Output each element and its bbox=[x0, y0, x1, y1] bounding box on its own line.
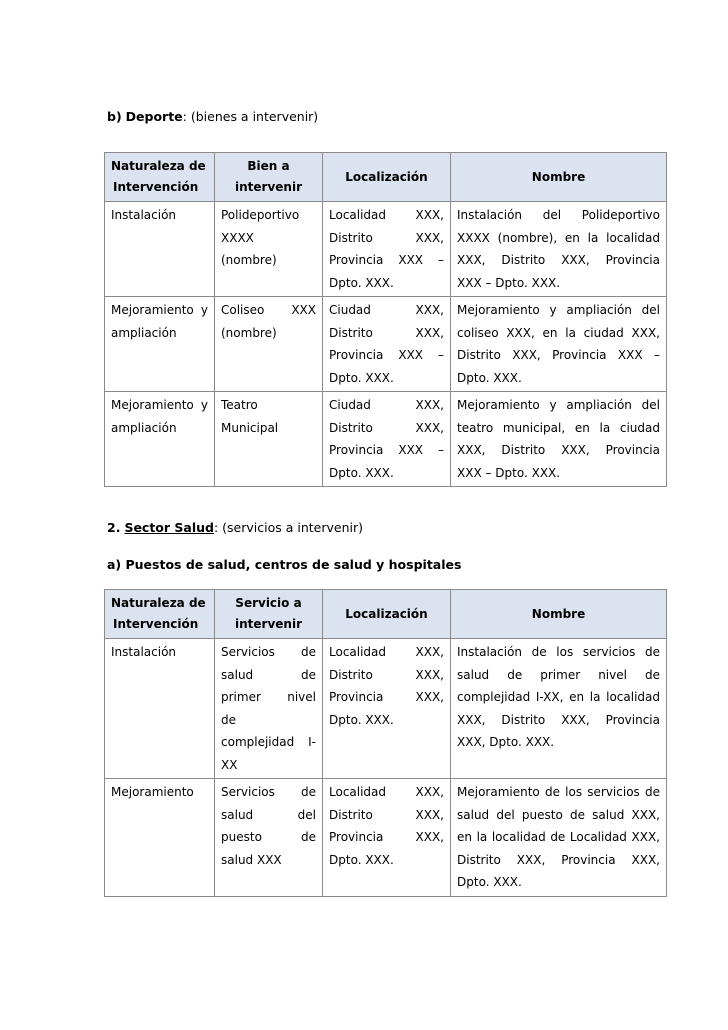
section-2-prefix: 2. bbox=[107, 520, 121, 535]
cell-asset bbox=[215, 202, 323, 297]
cell-line: ampliación bbox=[111, 325, 177, 340]
section-2-rest: : (servicios a intervenir) bbox=[213, 520, 363, 535]
cell-line: Provincia XXX, bbox=[329, 690, 444, 704]
cell-line: XXXX bbox=[221, 230, 254, 245]
cell-name bbox=[451, 297, 667, 392]
cell-line: Servicios de bbox=[221, 785, 316, 799]
cell-name bbox=[451, 639, 667, 779]
cell-line: Dpto. XXX. bbox=[329, 370, 394, 385]
cell-line: teatro municipal, en la ciudad bbox=[457, 420, 660, 435]
cell-line: Mejoramiento y bbox=[111, 303, 208, 317]
header-nature bbox=[105, 153, 215, 202]
cell-line: Distrito XXX, bbox=[329, 230, 444, 245]
cell-line: Dpto. XXX. bbox=[457, 875, 522, 889]
section-b-title: Deporte bbox=[125, 109, 183, 124]
cell-line: salud del puesto de salud XXX, bbox=[457, 807, 660, 822]
cell-line: Provincia XXX – bbox=[329, 253, 444, 267]
cell-line: Polideportivo bbox=[221, 208, 300, 222]
cell-line: Distrito XXX, bbox=[329, 420, 444, 435]
table-row bbox=[105, 392, 667, 487]
section-2-title: Sector Salud bbox=[124, 520, 214, 535]
cell-line: Instalación bbox=[111, 645, 177, 659]
cell-nature bbox=[105, 392, 215, 487]
header-line: Nombre bbox=[531, 606, 586, 621]
header-line: Naturaleza de bbox=[111, 159, 206, 173]
cell-line: XX bbox=[221, 757, 238, 772]
table-header-row bbox=[105, 590, 667, 639]
cell-line: Instalación del Polideportivo bbox=[457, 208, 660, 222]
header-line: Nombre bbox=[531, 169, 586, 184]
sports-assets-table bbox=[104, 152, 667, 487]
cell-line: salud de primer nivel de bbox=[457, 667, 660, 682]
cell-line: complejidad I- bbox=[221, 735, 316, 749]
header-line: Naturaleza de bbox=[111, 596, 206, 610]
cell-line: Provincia XXX – bbox=[329, 348, 444, 362]
header-line: Localización bbox=[345, 169, 428, 184]
cell-line: XXX – Dpto. XXX. bbox=[457, 465, 561, 480]
cell-line: ampliación bbox=[111, 420, 177, 435]
header-name bbox=[451, 590, 667, 639]
section-b-rest: : (bienes a intervenir) bbox=[182, 109, 319, 124]
header-asset bbox=[215, 590, 323, 639]
cell-line: (nombre) bbox=[221, 325, 277, 340]
cell-line: Localidad XXX, bbox=[329, 785, 444, 799]
cell-line: Mejoramiento y ampliación del bbox=[457, 303, 660, 317]
header-line: Servicio a bbox=[235, 596, 302, 610]
cell-asset bbox=[215, 779, 323, 897]
cell-line: Localidad XXX, bbox=[329, 208, 444, 222]
cell-asset bbox=[215, 297, 323, 392]
cell-line: Instalación bbox=[111, 208, 177, 222]
cell-line: Mejoramiento y bbox=[111, 398, 208, 412]
cell-line: XXXX (nombre), en la localidad bbox=[457, 230, 660, 245]
header-name bbox=[451, 153, 667, 202]
cell-name bbox=[451, 202, 667, 297]
cell-line: Provincia XXX, bbox=[329, 830, 444, 844]
table-row bbox=[105, 779, 667, 897]
cell-nature bbox=[105, 202, 215, 297]
cell-line: Distrito XXX, bbox=[329, 807, 444, 822]
cell-asset bbox=[215, 392, 323, 487]
table-row bbox=[105, 297, 667, 392]
cell-line: primer nivel bbox=[221, 690, 316, 704]
cell-name bbox=[451, 779, 667, 897]
header-location bbox=[323, 590, 451, 639]
cell-line: Distrito XXX, bbox=[329, 667, 444, 682]
cell-line: en la localidad de Localidad XXX, bbox=[457, 830, 660, 844]
cell-line: Dpto. XXX. bbox=[329, 465, 394, 480]
header-line: Intervención bbox=[113, 180, 199, 194]
cell-line: Dpto. XXX. bbox=[329, 712, 394, 727]
header-location bbox=[323, 153, 451, 202]
cell-line: Distrito XXX, Provincia XXX – bbox=[457, 348, 660, 362]
cell-line: Dpto. XXX. bbox=[329, 852, 394, 867]
cell-line: complejidad I-XX, en la localidad bbox=[457, 690, 660, 704]
cell-line: XXX, Dpto. XXX. bbox=[457, 735, 555, 749]
cell-nature bbox=[105, 779, 215, 897]
cell-line: Mejoramiento de los servicios de bbox=[457, 785, 660, 799]
header-line: Bien a bbox=[247, 159, 290, 173]
cell-location bbox=[323, 779, 451, 897]
header-nature bbox=[105, 590, 215, 639]
cell-line: Dpto. XXX. bbox=[457, 370, 522, 385]
cell-line: Localidad XXX, bbox=[329, 645, 444, 659]
cell-line: Distrito XXX, bbox=[329, 325, 444, 340]
cell-location bbox=[323, 202, 451, 297]
header-line: intervenir bbox=[235, 617, 302, 631]
cell-location bbox=[323, 392, 451, 487]
cell-line: salud del bbox=[221, 807, 316, 822]
cell-line: coliseo XXX, en la ciudad XXX, bbox=[457, 325, 660, 340]
cell-line: puesto de bbox=[221, 830, 316, 844]
cell-line: Distrito XXX, Provincia XXX, bbox=[457, 852, 660, 867]
table-header-row bbox=[105, 153, 667, 202]
cell-line: Mejoramiento bbox=[111, 785, 194, 799]
header-line: intervenir bbox=[235, 180, 302, 194]
table-row bbox=[105, 202, 667, 297]
cell-line: Coliseo XXX bbox=[221, 303, 316, 317]
header-line: Intervención bbox=[113, 617, 199, 631]
health-services-table bbox=[104, 589, 667, 897]
cell-line: Provincia XXX – bbox=[329, 443, 444, 457]
header-line: Localización bbox=[345, 606, 428, 621]
cell-line: Instalación de los servicios de bbox=[457, 645, 660, 659]
cell-line: XXX – Dpto. XXX. bbox=[457, 275, 561, 290]
cell-location bbox=[323, 297, 451, 392]
table-row bbox=[105, 639, 667, 779]
cell-line: Mejoramiento y ampliación del bbox=[457, 398, 660, 412]
cell-line: Dpto. XXX. bbox=[329, 275, 394, 290]
section-a-text: a) Puestos de salud, centros de salud y hospitales bbox=[107, 557, 462, 572]
section-2-heading bbox=[107, 520, 363, 535]
cell-line: Ciudad XXX, bbox=[329, 398, 444, 412]
cell-line: Municipal bbox=[221, 420, 279, 435]
cell-asset bbox=[215, 639, 323, 779]
cell-line: salud de bbox=[221, 667, 316, 682]
cell-line: Ciudad XXX, bbox=[329, 303, 444, 317]
cell-line: XXX, Distrito XXX, Provincia bbox=[457, 712, 660, 727]
cell-line: salud XXX bbox=[221, 852, 282, 867]
cell-location bbox=[323, 639, 451, 779]
cell-line: Servicios de bbox=[221, 645, 316, 659]
header-asset bbox=[215, 153, 323, 202]
section-a-heading bbox=[107, 557, 461, 572]
cell-line: de bbox=[221, 712, 236, 727]
cell-line: XXX, Distrito XXX, Provincia bbox=[457, 443, 660, 457]
cell-line: XXX, Distrito XXX, Provincia bbox=[457, 253, 660, 267]
cell-line: Teatro bbox=[221, 398, 258, 412]
cell-name bbox=[451, 392, 667, 487]
section-b-heading bbox=[107, 109, 318, 124]
cell-line: (nombre) bbox=[221, 253, 277, 267]
cell-nature bbox=[105, 639, 215, 779]
section-b-prefix: b) bbox=[107, 109, 122, 124]
cell-nature bbox=[105, 297, 215, 392]
